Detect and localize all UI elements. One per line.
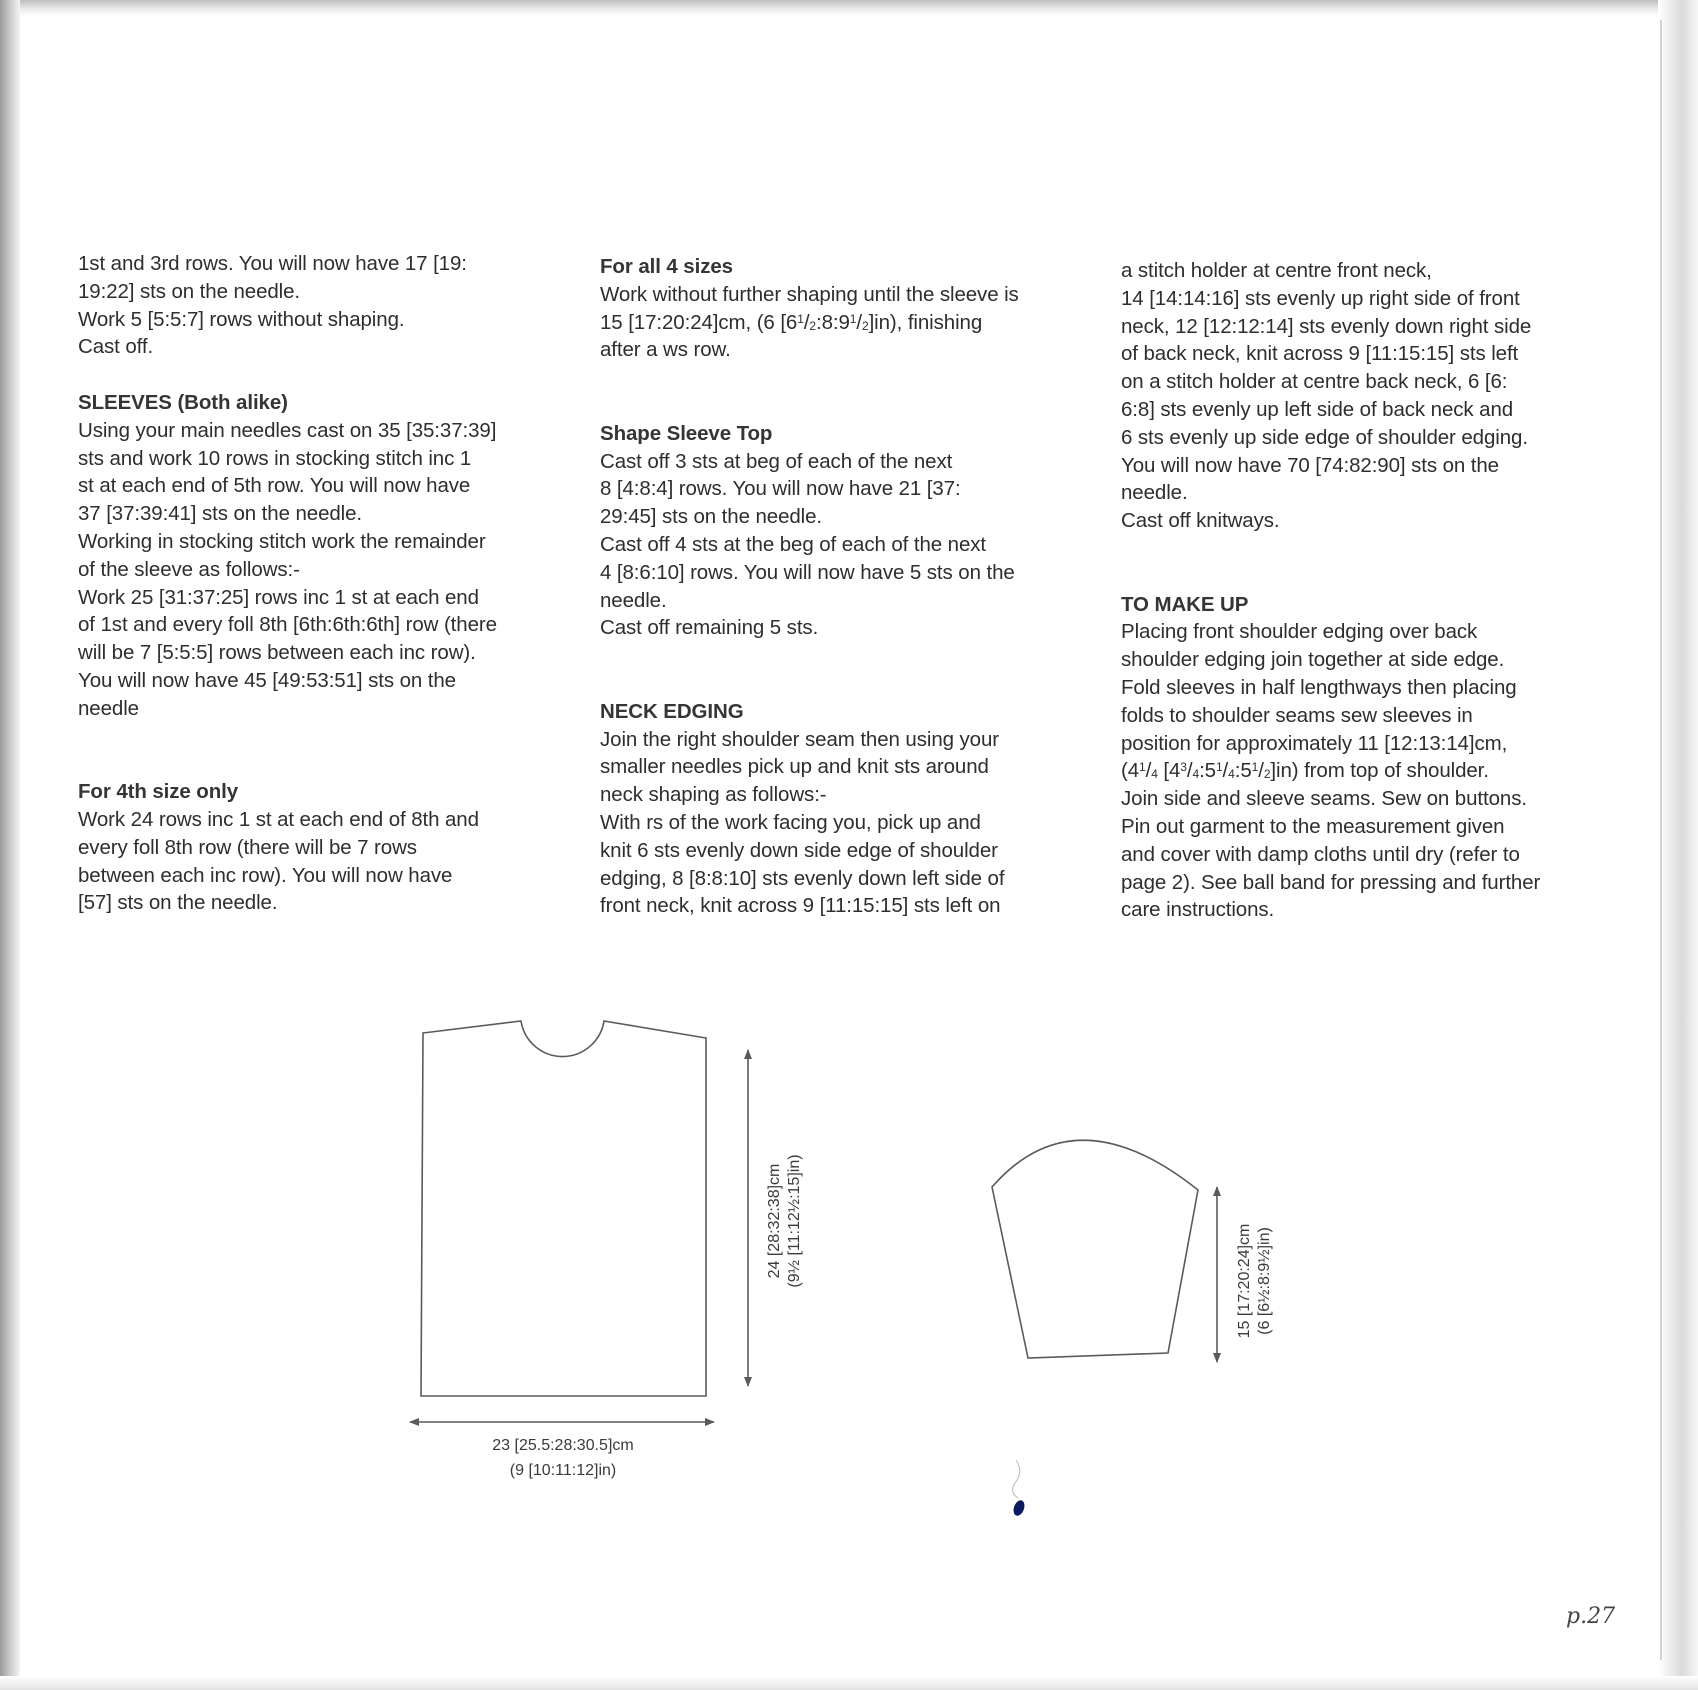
- text-line: Fold sleeves in half lengthways then placing: [1121, 675, 1517, 699]
- body-height-label-cm: 24 [28:32:38]cm: [766, 1163, 783, 1279]
- text-line: Join the right shoulder seam then using your: [600, 727, 1000, 751]
- text-line: after a ws row.: [600, 338, 731, 362]
- text-line: Work 5 [5:5:7] rows without shaping.: [78, 307, 405, 331]
- text-line: Cast off 3 sts at beg of each of the next: [600, 449, 953, 473]
- text-line: and cover with damp cloths until dry (refer to: [1121, 842, 1520, 866]
- text-line: needle.: [600, 588, 667, 612]
- text-line: Working in stocking stitch work the remainder: [78, 529, 486, 553]
- text-line: between each inc row). You will now have: [78, 863, 453, 887]
- text-line: needle.: [1121, 481, 1188, 505]
- text-line: of the sleeve as follows:-: [78, 557, 300, 581]
- text-line: st at each end of 5th row. You will now have: [78, 474, 471, 498]
- text-line: 6:8] sts evenly up left side of back neck and: [1121, 397, 1514, 421]
- text-line: Cast off remaining 5 sts.: [600, 616, 819, 640]
- text-line: 37 [37:39:41] sts on the needle.: [78, 502, 363, 526]
- text-line: Work 24 rows inc 1 st at each end of 8th and: [78, 807, 479, 831]
- text-line: With rs of the work facing you, pick up and: [600, 810, 981, 834]
- text-line: You will now have 70 [74:82:90] sts on the: [1121, 453, 1499, 477]
- text-line: [57] sts on the needle.: [78, 891, 278, 915]
- text-line: 14 [14:14:16] sts evenly up right side of front: [1121, 286, 1520, 310]
- text-line: 4 [8:6:10] rows. You will now have 5 sts on the: [600, 560, 1015, 584]
- text-line: front neck, knit across 9 [11:15:15] sts left on: [600, 894, 1001, 918]
- text-line: Pin out garment to the measurement given: [1121, 814, 1505, 838]
- text-line: smaller needles pick up and knit sts around: [600, 755, 989, 779]
- text-line: Work without further shaping until the sleeve is: [600, 282, 1019, 306]
- text-line: neck shaping as follows:-: [600, 783, 827, 807]
- sleeve-height-label-cm: 15 [17:20:24]cm: [1236, 1223, 1253, 1339]
- text-line: position for approximately 11 [12:13:14]cm,: [1121, 731, 1508, 755]
- text-line: every foll 8th row (there will be 7 rows: [78, 835, 417, 859]
- text-line: care instructions.: [1121, 898, 1275, 922]
- sleeve-height-label-in: (6 [6½:8:9½]in): [1256, 1227, 1273, 1335]
- text-line: Cast off.: [78, 335, 154, 359]
- text-line: 29:45] sts on the needle.: [600, 505, 823, 529]
- text-line: on a stitch holder at centre back neck, 6 [6:: [1121, 370, 1508, 394]
- text-line: a stitch holder at centre front neck,: [1121, 259, 1432, 282]
- section-heading-4th-size: For 4th size only: [78, 780, 239, 804]
- sleeve-outline: [992, 1140, 1198, 1358]
- text-line-fraction: ($4^1/_4$ $[4^3/_4:5^1/_4:5^1/_2]in$) from top of shoulder.: [1121, 759, 1489, 783]
- text-line: Cast off 4 sts at the beg of each of the next: [600, 532, 987, 556]
- text-line: 8 [4:8:4] rows. You will now have 21 [37:: [600, 477, 961, 501]
- page-number: p.27: [1566, 1604, 1616, 1629]
- text-line: Cast off knitways.: [1121, 509, 1280, 533]
- text-line: Work 25 [31:37:25] rows inc 1 st at each end: [78, 585, 479, 609]
- text-line-fraction: 15 [17:20:24]cm, (6 $[6^1/_2:8:9^1/_2]in$), finishing: [600, 310, 983, 334]
- section-heading-make-up: TO MAKE UP: [1121, 592, 1249, 616]
- section-heading-sleeves: SLEEVES (Both alike): [78, 390, 288, 414]
- text-line: Join side and sleeve seams. Sew on buttons.: [1121, 787, 1527, 811]
- text-line: sts and work 10 rows in stocking stitch inc 1: [78, 446, 472, 470]
- text-line: You will now have 45 [49:53:51] sts on the: [78, 668, 456, 692]
- text-line: shoulder edging join together at side edge.: [1121, 648, 1505, 672]
- text-line: Using your main needles cast on 35 [35:37:39]: [78, 418, 497, 442]
- text-line: of 1st and every foll 8th [6th:6th:6th] row (there: [78, 613, 497, 637]
- ink-dot: [1012, 1499, 1027, 1517]
- text-line: 6 sts evenly up side edge of shoulder edging.: [1121, 425, 1528, 449]
- text-line: Placing front shoulder edging over back: [1121, 620, 1478, 644]
- body-outline: [421, 1021, 706, 1396]
- section-heading-neck-edging: NECK EDGING: [600, 699, 744, 723]
- ink-thread-mark: [1013, 1460, 1020, 1498]
- text-line: neck, 12 [12:12:14] sts evenly down right side: [1121, 314, 1532, 338]
- body-height-label-in: (9½ [11:12½:15]in): [786, 1154, 803, 1288]
- text-line: 1st and 3rd rows. You will now have 17 [19:: [78, 252, 467, 275]
- text-line: will be 7 [5:5:5] rows between each inc row).: [78, 641, 476, 665]
- section-heading-sleeve-top: Shape Sleeve Top: [600, 421, 773, 445]
- text-line: folds to shoulder seams sew sleeves in: [1121, 703, 1473, 727]
- text-line: page 2). See ball band for pressing and further: [1121, 870, 1541, 894]
- section-heading-all-sizes: For all 4 sizes: [600, 255, 733, 278]
- body-width-label-cm: 23 [25.5:28:30.5]cm: [492, 1437, 634, 1454]
- text-line: 19:22] sts on the needle.: [78, 279, 301, 303]
- text-line: knit 6 sts evenly down side edge of shoulder: [600, 838, 998, 862]
- body-width-label-in: (9 [10:11:12]in): [509, 1462, 617, 1479]
- text-line: of back neck, knit across 9 [11:15:15] sts left: [1121, 342, 1519, 366]
- text-line: edging, 8 [8:8:10] sts evenly down left side of: [600, 866, 1005, 890]
- text-line: needle: [78, 696, 139, 720]
